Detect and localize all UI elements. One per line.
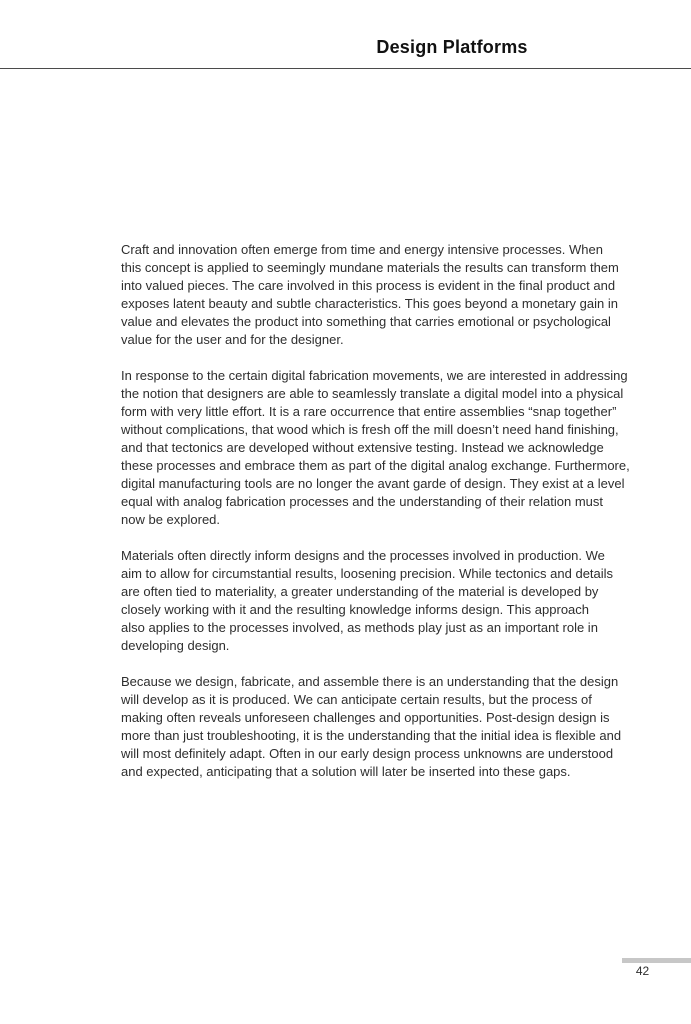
text-line: value for the user and for the designer.: [121, 332, 344, 347]
text-line: without complications, that wood which is fresh off the mill doesn’t need hand finishing,: [121, 422, 619, 437]
text-line: these processes and embrace them as part of the digital analog exchange. Furthermore,: [121, 458, 630, 473]
page-title: Design Platforms: [376, 37, 528, 57]
text-line: making often reveals unforeseen challenges and opportunities. Post-design design is: [121, 710, 610, 725]
text-line: digital manufacturing tools are no longer the avant garde of design. They exist at a level: [121, 476, 625, 491]
text-line: and that tectonics are developed without extensive testing. Instead we acknowledge: [121, 440, 604, 455]
text-line: Materials often directly inform designs and the processes involved in production. We: [121, 548, 605, 563]
text-line: this concept is applied to seemingly mundane materials the results can transform them: [121, 260, 619, 275]
text-line: are often tied to materiality, a greater understanding of the material is developed by: [121, 584, 599, 599]
text-line: equal with analog fabrication processes and the understanding of their relation must: [121, 494, 604, 509]
text-line: the notion that designers are able to seamlessly translate a digital model into a physical: [121, 386, 624, 401]
body-text: [121, 241, 631, 781]
text-line: now be explored.: [121, 512, 221, 527]
paragraph-1: [121, 241, 631, 349]
page-number: 42: [635, 964, 650, 978]
text-line: also applies to the processes involved, as methods play just as an important role in: [121, 620, 598, 635]
paragraph-4: [121, 673, 631, 781]
text-line: and expected, anticipating that a solution will later be inserted into these gaps.: [121, 764, 571, 779]
text-line: exposes latent beauty and subtle characteristics. This goes beyond a monetary gain in: [121, 296, 618, 311]
header-rule: [0, 68, 691, 69]
text-line: developing design.: [121, 638, 230, 653]
text-line: will develop as it is produced. We can anticipate certain results, but the process of: [121, 692, 592, 707]
text-line: into valued pieces. The care involved in this process is evident in the final product and: [121, 278, 616, 293]
text-line: form with very little effort. It is a rare occurrence that entire assemblies “snap together”: [121, 404, 617, 419]
text-line: Because we design, fabricate, and assemble there is an understanding that the design: [121, 674, 619, 689]
text-line: Craft and innovation often emerge from time and energy intensive processes. When: [121, 242, 603, 257]
text-line: aim to allow for circumstantial results, loosening precision. While tectonics and details: [121, 566, 614, 581]
text-line: will most definitely adapt. Often in our early design process unknowns are understood: [121, 746, 614, 761]
text-line: more than just troubleshooting, it is the understanding that the initial idea is flexible and: [121, 728, 622, 743]
text-line: closely working with it and the resulting knowledge informs design. This approach: [121, 602, 590, 617]
paragraph-2: [121, 367, 631, 529]
text-line: In response to the certain digital fabrication movements, we are interested in addressing: [121, 368, 628, 383]
footer-bar: [622, 958, 691, 963]
paragraph-3: [121, 547, 631, 655]
text-line: value and elevates the product into something that carries emotional or psychological: [121, 314, 611, 329]
